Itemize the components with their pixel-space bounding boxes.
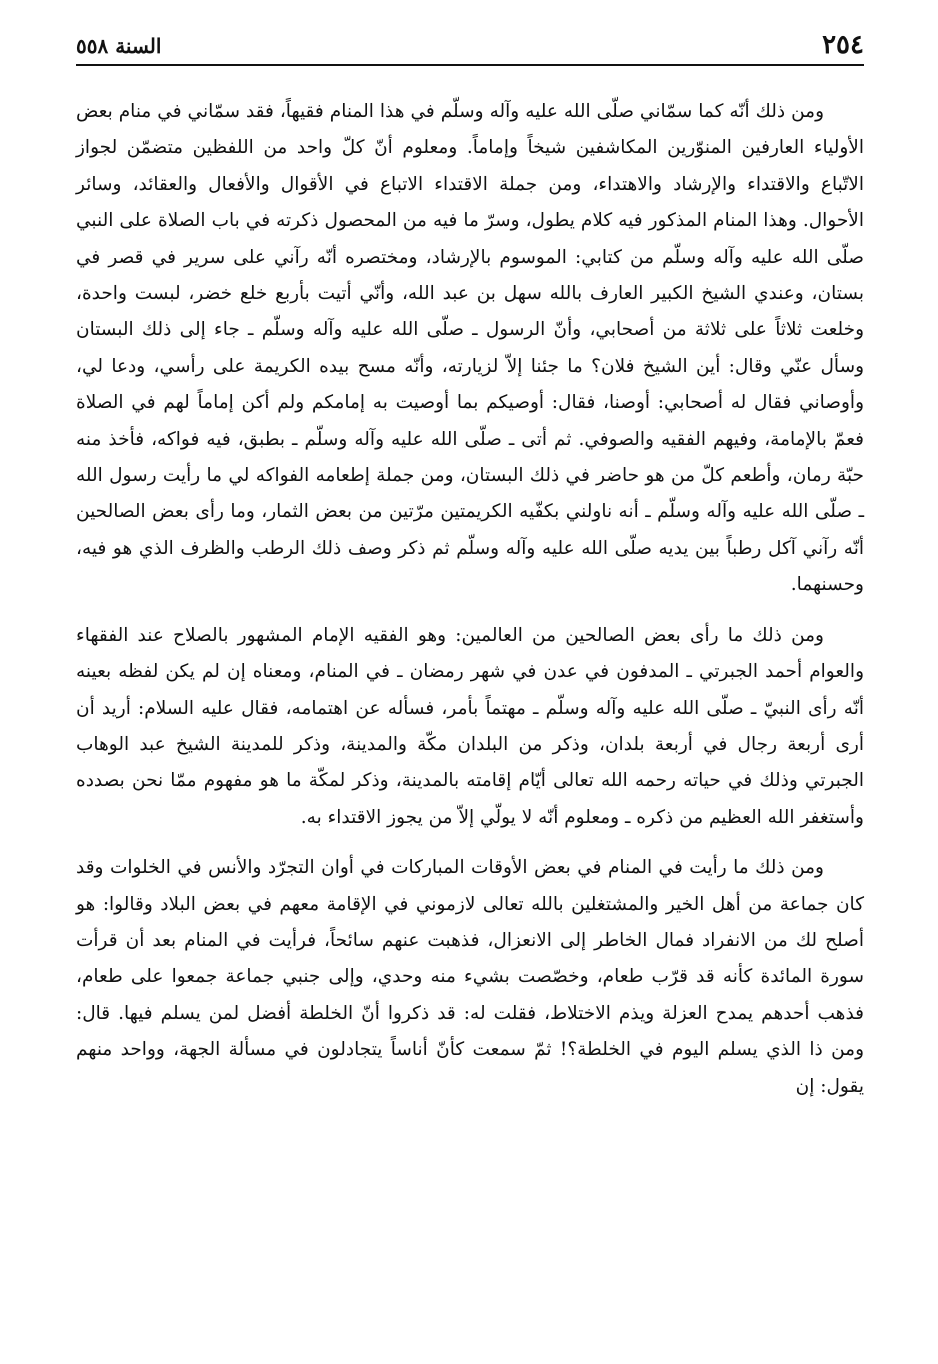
paragraph: ومن ذلك أنّه كما سمّاني صلّى الله عليه وآله وسلّم في هذا المنام فقيهاً، فقد سمّاني في منام بعض الأولياء العارفين المنوّرين المكاشفين شيخاً وإماماً. ومعلوم أنّ كلّ واحد من اللفظين متضمّن لجواز الاتّباع والاقتداء والإرشاد والاهتداء، ومن جملة الاقتداء الاتباع في الأقوال والأفعال والعقائد، وسائر الأحوال. وهذا المنام المذكور فيه كلام يطول، وسرّ ما فيه من المحصول ذكرته في باب الصلاة على النبي صلّى الله عليه وآله وسلّم من كتابي: الموسوم بالإرشاد، ومختصره أنّه رآني على سرير في قصر في بستان، وعندي الشيخ الكبير العارف بالله سهل بن عبد الله، وأنّي أتيت بأربع خلع خضر، لبست واحدة، وخلعت ثلاثاً على ثلاثة من أصحابي، وأنّ الرسول ـ صلّى الله عليه وآله وسلّم ـ جاء إلى ذلك البستان وسأل عنّي وقال: أين الشيخ فلان؟ ما جئنا إلاّ لزيارته، وأنّه مسح بيده الكريمة على رأسي، ودعا لي، وأوصاني فقال له أصحابي: أوصنا، فقال: أوصيكم بما أوصيت به إمامكم ولم أكن إماماً لهم في الصلاة فعمّ بالإمامة، وفيهم الفقيه والصوفي. ثم أتى ـ صلّى الله عليه وآله وسلّم ـ بطبق، فيه فواكه، فأخذ منه حبّة رمان، وأطعم كلّ من هو حاضر في ذلك البستان، ومن جملة إطعامه الفواكه لي ما رأيت رسول الله ـ صلّى الله عليه وآله وسلّم ـ أنه ناولني بكفّيه الكريمتين مرّتين من بعض الثمار، وما رأى بعض الصالحين أنّه رآني آكل رطباً بين يديه صلّى الله عليه وآله وسلّم ثم ذكر وصف ذلك الرطب والظرف الذي هو فيه، وحسنهما. (76, 101, 864, 596)
running-head: السنة ٥٥٨ (76, 34, 162, 58)
body-text (76, 94, 864, 1105)
paragraph: ومن ذلك ما رأيت في المنام في بعض الأوقات المباركات في أوان التجرّد والأنس في الخلوات وقد كان جماعة من أهل الخير والمشتغلين بالله تعالى لازموني في الإقامة معهم في بعض البلاد وقالوا: هو أصلح لك من الانفراد فمال الخاطر إلى الانعزال، فذهبت عنهم سائحاً، فرأيت في المنام بعد أن قرأت سورة المائدة كأنه قد قرّب طعام، وخصّصت بشيء منه وحدي، وإلى جنبي جماعة جمعوا على طعام، فذهب أحدهم يمدح العزلة ويذم الاختلاط، فقلت له: قد ذكروا أنّ الخلطة أفضل لمن يسلم فيها. قال: ومن ذا الذي يسلم اليوم في الخلطة؟! ثمّ سمعت كأنّ أناساً يتجادلون في مسألة الجهة، وواحد منهم يقول: إن (76, 857, 864, 1097)
page-header (76, 28, 864, 66)
paragraph: ومن ذلك ما رأى بعض الصالحين من العالمين: وهو الفقيه الإمام المشهور بالصلاح عند الفقهاء والعوام أحمد الجبرتي ـ المدفون في عدن في شهر رمضان ـ في المنام، ومعناه إن لم يكن لفظه بعينه أنّه رأى النبيّ ـ صلّى الله عليه وآله وسلّم ـ مهتماً بأمر، فسأله عن اهتمامه، فقال عليه السلام: أريد أن أرى أربعة رجال في أربعة بلدان، وذكر من البلدان مكّة والمدينة، وذكر للمدينة الشيخ عبد الوهاب الجبرتي وذلك في حياته رحمه الله تعالى أيّام إقامته بالمدينة، وذكر لمكّة ما هو مفهوم ممّا نحن بصدده وأستغفر الله العظيم من ذكره ـ ومعلوم أنّه لا يولّي إلاّ من يجوز الاقتداء به. (76, 624, 864, 828)
page-number: ٢٥٤ (822, 30, 864, 60)
